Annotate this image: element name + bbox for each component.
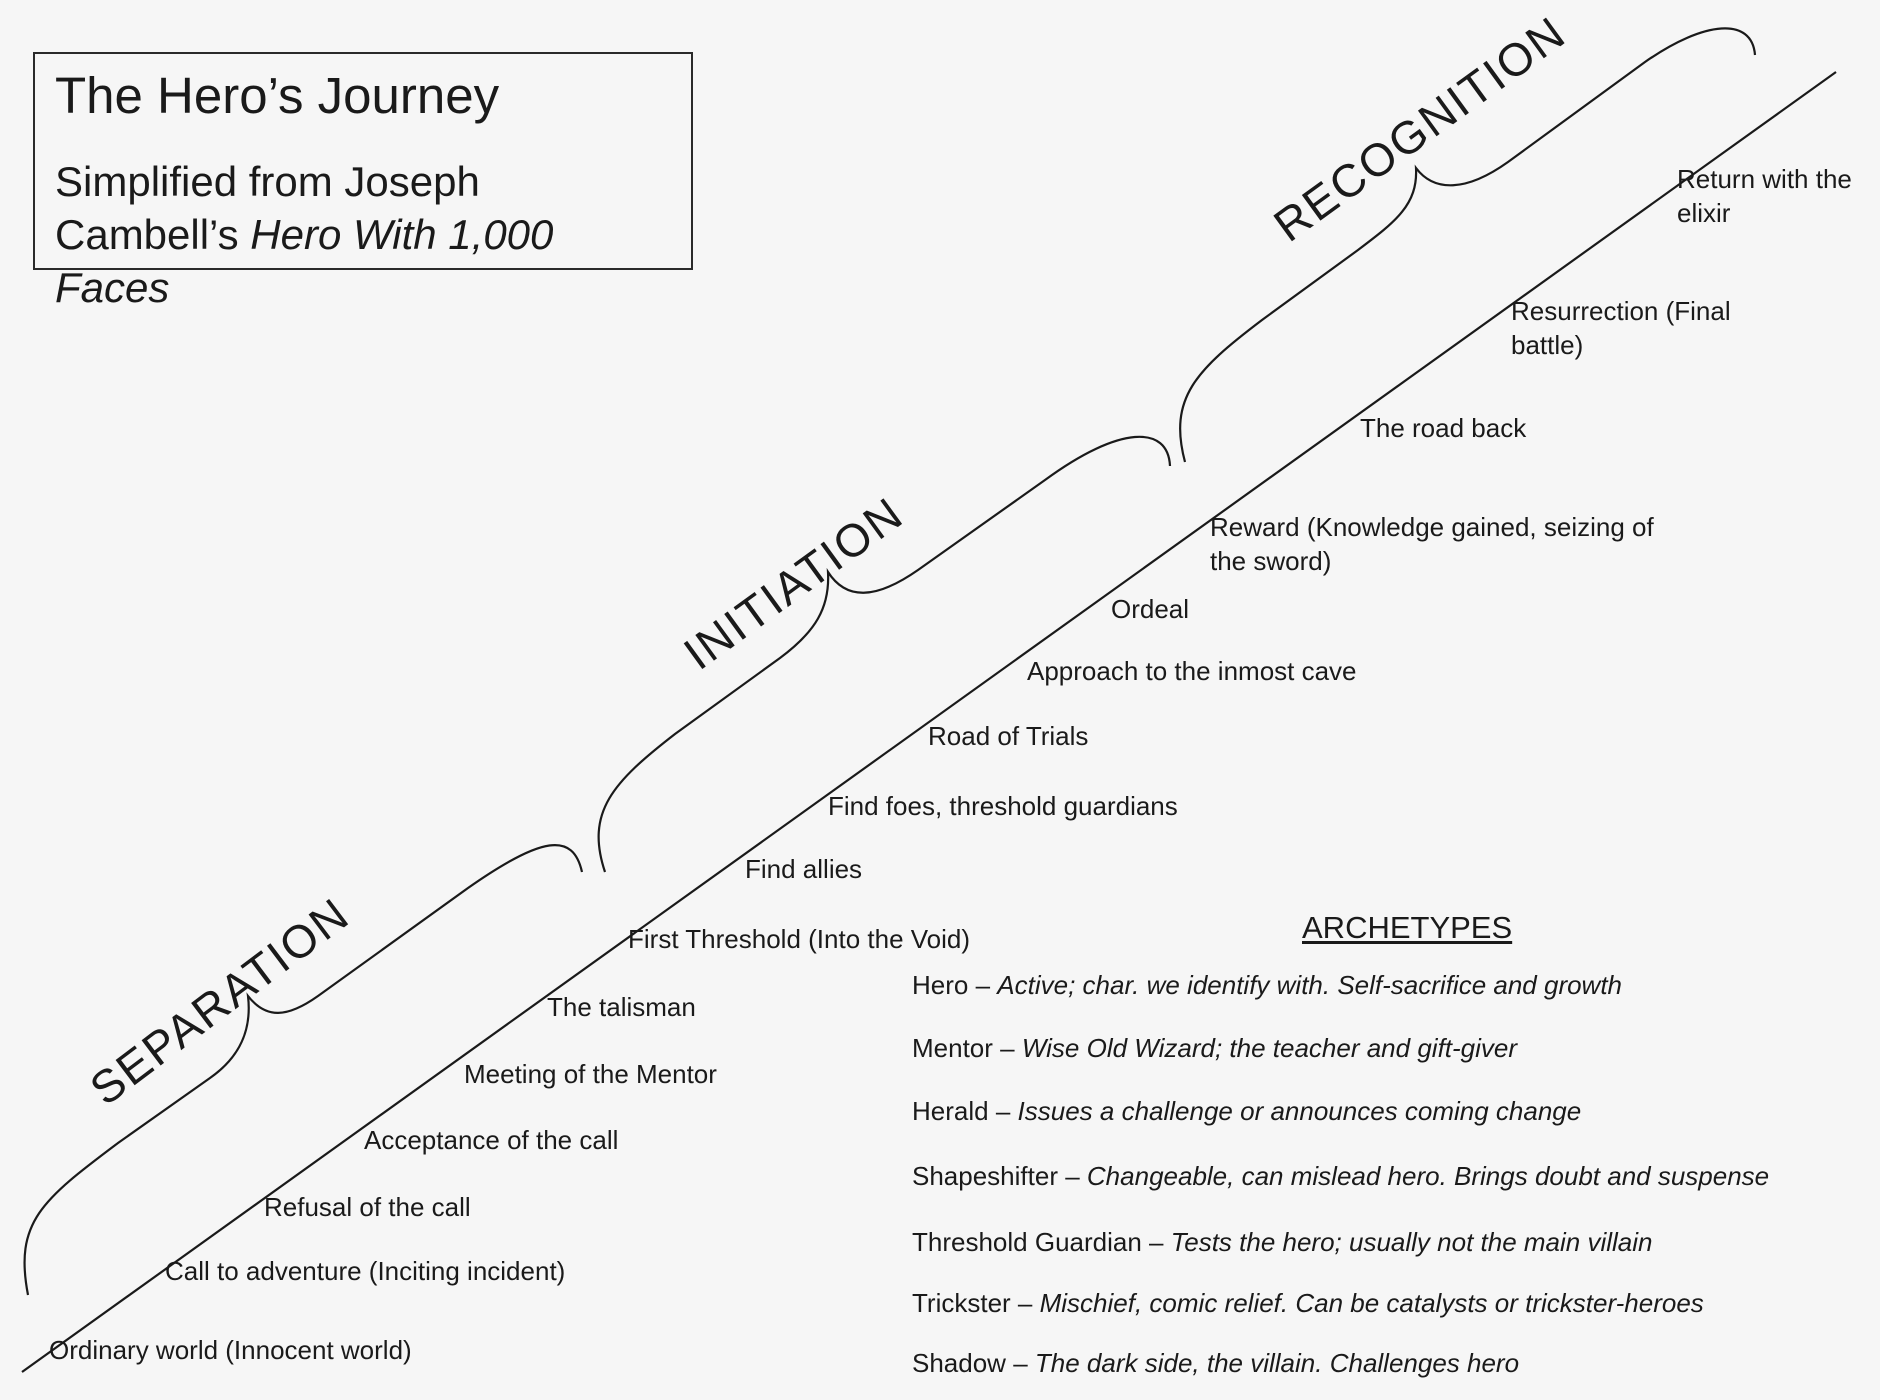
archetype-separator: – <box>992 1033 1022 1063</box>
archetype-name: Threshold Guardian <box>912 1227 1142 1257</box>
archetype-row <box>912 1226 1652 1258</box>
step-road-of-trials: Road of Trials <box>928 721 1089 751</box>
archetype-description: Changeable, can mislead hero. Brings doubt and suspense <box>1086 1161 1770 1191</box>
step-return-with-elixir: Return with the elixir <box>1677 164 1852 228</box>
archetype-separator: – <box>1010 1288 1040 1318</box>
step-refusal-of-call: Refusal of the call <box>264 1192 471 1222</box>
archetype-name: Hero <box>912 970 969 1000</box>
archetype-separator: – <box>988 1096 1018 1126</box>
step-talisman: The talisman <box>547 992 696 1022</box>
archetype-description: Tests the hero; usually not the main villain <box>1170 1227 1653 1257</box>
step-resurrection: Resurrection (Final battle) <box>1511 296 1731 360</box>
phase-label-initiation: INITIATION <box>674 486 913 680</box>
page-title: The Hero’s Journey <box>55 67 500 124</box>
archetype-description: Wise Old Wizard; the teacher and gift-giver <box>1021 1033 1518 1063</box>
archetype-description: Active; char. we identify with. Self-sacrifice and growth <box>997 970 1623 1000</box>
step-ordeal: Ordeal <box>1111 594 1190 624</box>
page-subtitle <box>55 155 655 314</box>
step-ordinary-world: Ordinary world (Innocent world) <box>49 1335 412 1365</box>
archetype-separator: – <box>1141 1227 1171 1257</box>
archetype-row <box>912 1287 1704 1319</box>
step-acceptance-of-call: Acceptance of the call <box>364 1125 619 1155</box>
subtitle-prefix: Simplified from Joseph Cambell’s <box>55 158 480 258</box>
archetype-row <box>912 1347 1519 1379</box>
archetype-row <box>912 1160 1769 1192</box>
phase-label-separation: SEPARATION <box>80 887 359 1116</box>
step-reward: Reward (Knowledge gained, seizing of the sword) <box>1210 512 1654 576</box>
archetypes-heading: ARCHETYPES <box>1302 910 1513 945</box>
archetype-description: Mischief, comic relief. Can be catalysts or trickster-heroes <box>1039 1288 1704 1318</box>
archetype-description: Issues a challenge or announces coming change <box>1017 1096 1582 1126</box>
archetype-row <box>912 969 1622 1001</box>
archetype-name: Herald <box>912 1096 989 1126</box>
archetype-description: The dark side, the villain. Challenges hero <box>1034 1348 1520 1378</box>
archetype-name: Mentor <box>912 1033 993 1063</box>
step-first-threshold: First Threshold (Into the Void) <box>628 924 971 954</box>
step-meeting-mentor: Meeting of the Mentor <box>464 1059 717 1089</box>
archetype-separator: – <box>1057 1161 1087 1191</box>
archetype-row <box>912 1095 1581 1127</box>
archetype-name: Shadow <box>912 1348 1006 1378</box>
archetype-separator: – <box>1005 1348 1035 1378</box>
archetype-separator: – <box>968 970 998 1000</box>
archetype-name: Trickster <box>912 1288 1011 1318</box>
step-road-back: The road back <box>1360 413 1527 443</box>
step-approach-inmost-cave: Approach to the inmost cave <box>1027 656 1357 686</box>
archetype-row <box>912 1032 1517 1064</box>
step-find-foes: Find foes, threshold guardians <box>828 791 1178 821</box>
phase-label-recognition: RECOGNITION <box>1264 5 1576 252</box>
archetype-name: Shapeshifter <box>912 1161 1058 1191</box>
step-find-allies: Find allies <box>745 854 863 884</box>
step-call-to-adventure: Call to adventure (Inciting incident) <box>165 1256 566 1286</box>
subtitle-book-title: Hero With 1,000 Faces <box>55 211 554 311</box>
